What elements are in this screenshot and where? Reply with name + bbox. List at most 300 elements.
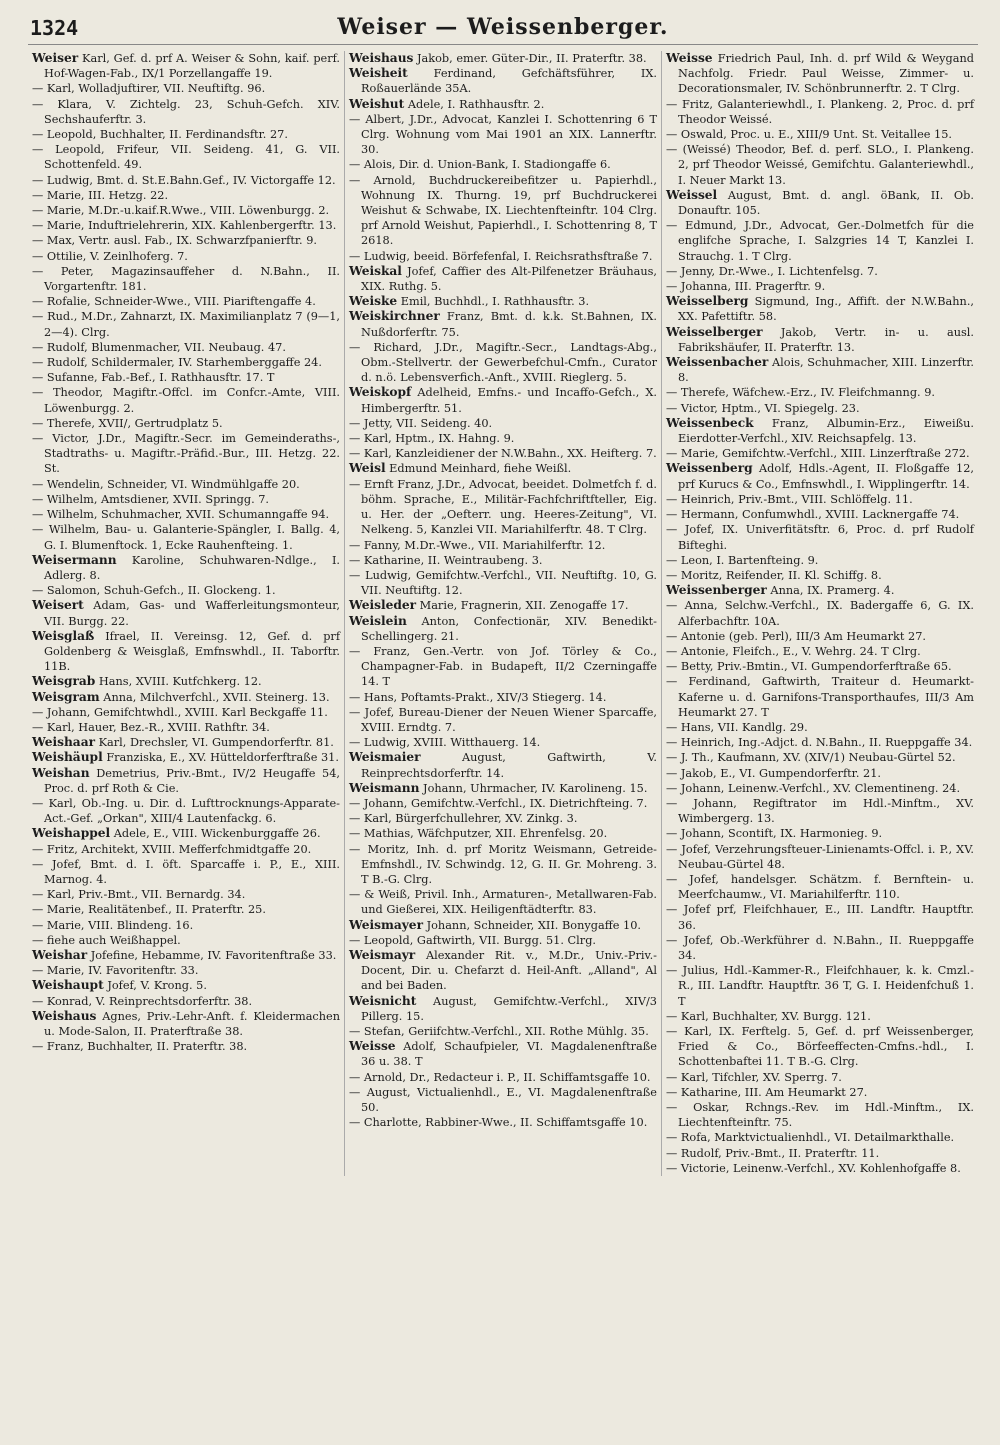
entry-text: Agnes, Priv.-Lehr-Anft. f. Kleidermachen u. Mode-Salon, II. Praterftraße 38. (44, 1009, 340, 1038)
directory-entry (32, 264, 340, 294)
entry-text: Adam, Gas- und Wafferleitungsmonteur, VII. Burgg. 22. (44, 599, 340, 628)
entry-text: — Jetty, VII. Seideng. 40. (349, 416, 493, 430)
directory-entry (349, 173, 657, 249)
entry-surname: Weismann (349, 780, 420, 795)
entry-surname: Weishaar (32, 735, 96, 750)
entry-surname: Weisglaß (32, 628, 95, 643)
directory-entry (666, 629, 974, 644)
entry-text: — Ludwig, Bmt. d. St.E.Bahn.Gef., IV. Victorgaffe 12. (32, 173, 336, 187)
entry-text: — Karl, Wolladjuftirer, VII. Neuftiftg. 96. (32, 82, 266, 96)
directory-entry (666, 1070, 974, 1085)
entry-text: Alois, Schuhmacher, XIII. Linzerftr. 8. (678, 356, 974, 385)
entry-text: — August, Victualienhdl., E., VI. Magdalenenftraße 50. (349, 1085, 657, 1115)
directory-entry (349, 1024, 657, 1039)
directory-entry (32, 948, 340, 963)
entry-text: — Jofef, IX. Univerfitätsftr. 6, Proc. d. prf Rudolf Bifteghi. (666, 523, 974, 552)
entry-text: — Salomon, Schuh-Gefch., II. Glockeng. 1. (32, 584, 276, 598)
directory-entry (32, 629, 340, 675)
directory-entry (666, 826, 974, 841)
directory-entry (666, 127, 974, 142)
directory-entry (32, 309, 340, 339)
entry-text: — Rudolf, Blumenmacher, VII. Neubaug. 47. (32, 340, 286, 354)
entry-text: — Leopold, Buchhalter, II. Ferdinandsftr. 27. (32, 128, 288, 142)
entry-surname: Weishappel (32, 826, 111, 841)
directory-entry (666, 1130, 974, 1145)
page-header (28, 14, 978, 45)
entry-text: Emil, Buchhdl., I. Rathhausftr. 3. (400, 295, 590, 309)
directory-entry (32, 918, 340, 933)
directory-entry (349, 598, 657, 613)
entry-text: Jakob, emer. Güter-Dir., II. Praterftr. 38. (417, 52, 647, 65)
entry-text: — Oskar, Rchngs.-Rev. im Hdl.-Minftm., IX. Liechtenfteinftr. 75. (666, 1101, 974, 1130)
entry-text: — Karl, Buchhalter, XV. Burgg. 121. (666, 1009, 871, 1023)
directory-entry (666, 781, 974, 796)
entry-text: Sigmund, Ing., Affift. der N.W.Bahn., XX. Pafettiftr. 58. (678, 295, 975, 324)
entry-surname: Weissenbeck (666, 415, 754, 430)
entry-text: — Heinrich, Priv.-Bmt., VIII. Schlöffelg. 11. (666, 492, 913, 506)
entry-text: — (Weissé) Theodor, Bef. d. perf. SLO., I. Plankeng. 2, prf Theodor Weissé, Gemifchtu. Galanteriewhdl., I. Neuer Markt 13. (666, 143, 974, 187)
entry-text: — Karl, Kanzleidiener der N.W.Bahn., XX. Heifterg. 7. (349, 447, 657, 461)
entry-surname: Weisleder (349, 598, 417, 613)
entry-text: — Therefe, Wäfchew.-Erz., IV. Fleifchmanng. 9. (666, 386, 936, 400)
entry-text: Adolf, Schaufpieler, VI. Magdalenenftraße 36 u. 38. T (361, 1040, 657, 1069)
entry-surname: Weisse (666, 51, 713, 65)
directory-entry (666, 461, 974, 491)
entry-text: — Konrad, V. Reinprechtsdorferftr. 38. (32, 994, 253, 1008)
entry-text: — Marie, Gemifchtw.-Verfchl., XIII. Linzerftraße 272. (666, 447, 970, 461)
directory-entry (349, 264, 657, 294)
directory-entry (32, 857, 340, 887)
entry-text: Franziska, E., XV. Hütteldorferftraße 31. (106, 751, 339, 765)
entry-text: — Heinrich, Ing.-Adjct. d. N.Bahn., II. Rueppgaffe 34. (666, 736, 973, 750)
directory-entry (32, 127, 340, 142)
entry-surname: Weishaupt (32, 978, 104, 993)
directory-entry (349, 309, 657, 339)
entry-text: Ferdinand, Gefchäftsführer, IX. Roßauerlände 35A. (361, 67, 657, 96)
entry-text: — Ernft Franz, J.Dr., Advocat, beeidet. Dolmetfch f. d. böhm. Sprache, E., Militär-Fachfchriftfteller, Eig. u. Her. der „Oefterr. ung. Heeres-Zeitung", VI. Nelkeng. 5, Kanzlei VII. Mariahilferftr. 48. T Clrg. (349, 477, 657, 537)
entry-text: — Fanny, M.Dr.-Wwe., VII. Mariahilferftr. 12. (349, 538, 606, 552)
directory-entry (32, 1039, 340, 1054)
entry-surname: Weiskirchner (349, 309, 440, 324)
entry-text: August, Bmt. d. angl. öBank, II. Ob. Donauftr. 105. (678, 188, 974, 218)
entry-text: — Fritz, Architekt, XVIII. Mefferfchmidtgaffe 20. (32, 842, 312, 856)
directory-entry (349, 461, 657, 476)
directory-entry (666, 97, 974, 127)
directory-entry (349, 340, 657, 386)
entry-text: — Wilhelm, Schuhmacher, XVII. Schumanngaffe 94. (32, 508, 330, 522)
entry-text: Marie, Fragnerin, XII. Zenogaffe 17. (419, 599, 629, 613)
directory-entry (666, 796, 974, 826)
entry-text: — Karl, IX. Ferftelg. 5, Gef. d. prf Weissenberger, Fried & Co., Börfeeffecten-Cmfns.-hdl., I. Schottenbaftei 11. T B.-G. Clrg. (666, 1025, 974, 1069)
directory-entry (666, 1009, 974, 1024)
directory-entry (349, 568, 657, 598)
directory-entry (666, 401, 974, 416)
directory-entry (349, 842, 657, 888)
entry-text: — Antonie (geb. Perl), III/3 Am Heumarkt 27. (666, 629, 926, 643)
entry-text: Anna, Milchverfchl., XVII. Steinerg. 13. (103, 690, 330, 704)
entry-surname: Weismayer (349, 917, 423, 932)
directory-entry (666, 568, 974, 583)
directory-entry (349, 294, 657, 309)
directory-entry (32, 218, 340, 233)
entry-text: — Marie, III. Hetzg. 22. (32, 188, 169, 202)
entry-text: — Franz, Buchhalter, II. Praterftr. 38. (32, 1040, 248, 1054)
entry-text: Jofef, V. Krong. 5. (107, 979, 207, 993)
entry-surname: Weisl (349, 461, 386, 476)
directory-entry (349, 933, 657, 948)
entry-text: — Moritz, Reifender, II. Kl. Schiffg. 8. (666, 568, 882, 582)
entry-text: Alexander Rit. v., M.Dr., Univ.-Priv.-Docent, Dir. u. Chefarzt d. Heil-Anft. „Alland", Al and bei Baden. (361, 948, 657, 993)
directory-entry (666, 188, 974, 218)
directory-entry (349, 705, 657, 735)
directory-entry (32, 507, 340, 522)
entry-text: Anton, Confectionär, XIV. Benedikt-Schellingerg. 21. (361, 614, 658, 643)
directory-entry (349, 385, 657, 415)
entry-text: — Therefe, XVII/, Gertrudplatz 5. (32, 416, 223, 430)
directory-entry (666, 355, 974, 385)
directory-entry (32, 978, 340, 993)
directory-entry (666, 51, 974, 97)
directory-entry (349, 735, 657, 750)
directory-entry (32, 142, 340, 172)
directory-entry (666, 933, 974, 963)
entry-text: — Jofef, Ob.-Werkführer d. N.Bahn., II. Rueppgaffe 34. (666, 933, 974, 962)
entry-surname: Weiske (349, 294, 398, 309)
directory-entry (666, 766, 974, 781)
directory-entry (32, 188, 340, 203)
directory-entry (32, 355, 340, 370)
entry-text: Jakob, Vertr. in- u. ausl. Fabrikshäufer, II. Praterftr. 13. (678, 325, 974, 354)
directory-entry (32, 553, 340, 583)
directory-entry (666, 1024, 974, 1070)
directory-entry (32, 826, 340, 841)
directory-entry (666, 644, 974, 659)
entry-surname: Weisse (349, 1039, 396, 1054)
directory-entry (32, 233, 340, 248)
entry-text: — Wilhelm, Bau- u. Galanterie-Spängler, I. Ballg. 4, G. I. Blumenftock. 1, Ecke Rauhenfteing. 1. (32, 523, 340, 552)
entry-surname: Weissel (666, 187, 718, 202)
columns (28, 51, 978, 1176)
entry-text: — Alois, Dir. d. Union-Bank, I. Stadiongaffe 6. (349, 158, 611, 172)
entry-surname: Weishan (32, 765, 90, 780)
entry-text: Adelheid, Emfns.- und Incaffo-Gefch., X. Himbergerftr. 51. (361, 386, 658, 415)
directory-entry (32, 522, 340, 552)
entry-text: — Ludwig, beeid. Börfefenfal, I. Reichsrathsftraße 7. (349, 249, 653, 263)
entry-surname: Weisheit (349, 66, 408, 81)
entry-text: — Max, Vertr. ausl. Fab., IX. Schwarzfpanierftr. 9. (32, 234, 317, 248)
directory-entry (666, 750, 974, 765)
entry-text: Edmund Meinhard, fiehe Weißl. (389, 462, 572, 476)
directory-entry (349, 97, 657, 112)
entry-surname: Weiskal (349, 263, 402, 278)
directory-entry (666, 218, 974, 264)
entry-text: — Richard, J.Dr., Magiftr.-Secr., Landtags-Abg., Obm.-Stellvertr. der Gewerbefchul-Cmfn., Curator d. n.ö. Lebensverfich.-Anft., XVIII. Rieglerg. 5. (349, 340, 657, 385)
directory-entry (349, 416, 657, 431)
directory-entry (32, 173, 340, 188)
entry-text: — Fritz, Galanteriewhdl., I. Plankeng. 2, Proc. d. prf Theodor Weissé. (666, 97, 974, 126)
entry-text: — Rofalie, Schneider-Wwe., VIII. Piariftengaffe 4. (32, 295, 316, 309)
entry-text: — Marie, M.Dr.-u.kaif.R.Wwe., VIII. Löwenburgg. 2. (32, 204, 330, 218)
directory-entry (32, 994, 340, 1009)
entry-text: — Theodor, Magiftr.-Offcl. im Confcr.-Amte, VIII. Löwenburgg. 2. (32, 386, 340, 415)
entry-text: — Hans, Poftamts-Prakt., XIV/3 Stiegerg. 14. (349, 690, 607, 704)
entry-surname: Weissenberg (666, 461, 753, 476)
directory-entry (349, 811, 657, 826)
directory-entry (666, 507, 974, 522)
page-number: 1324 (30, 16, 79, 40)
entry-text: — Wendelin, Schneider, VI. Windmühlgaffe 20. (32, 477, 300, 491)
directory-entry (666, 720, 974, 735)
entry-text: Hans, XVIII. Kutfchkerg. 12. (98, 675, 262, 689)
entry-surname: Weislein (349, 613, 407, 628)
directory-entry (32, 766, 340, 796)
entry-text: Johann, Schneider, XII. Bonygaffe 10. (426, 918, 641, 932)
entry-surname: Weisselberg (666, 294, 749, 309)
entry-text: — Albert, J.Dr., Advocat, Kanzlei I. Schottenring 6 T Clrg. Wohnung vom Mai 1901 an XIX. Lannerftr. 30. (349, 112, 657, 157)
entry-text: — Edmund, J.Dr., Advocat, Ger.-Dolmetfch für die englifche Sprache, I. Salzgries 14 T, Kanzlei I. Strauchg. 1. T Clrg. (666, 219, 974, 263)
directory-entry (32, 674, 340, 689)
directory-entry (32, 249, 340, 264)
entry-text: — Leon, I. Bartenfteing. 9. (666, 553, 819, 567)
entry-text: — Hermann, Confumwhdl., XVIII. Lacknergaffe 74. (666, 508, 960, 522)
entry-surname: Weisgram (32, 689, 100, 704)
column-right (661, 51, 978, 1176)
directory-entry (32, 598, 340, 628)
directory-entry (666, 1146, 974, 1161)
entry-text: — Marie, VIII. Blindeng. 16. (32, 918, 194, 932)
entry-text: — Leopold, Gaftwirth, VII. Burgg. 51. Clrg. (349, 933, 597, 947)
directory-entry (349, 538, 657, 553)
entry-text: — Johann, Leinenw.-Verfchl., XV. Clementineng. 24. (666, 781, 961, 795)
directory-entry (32, 583, 340, 598)
entry-text: Karl, Gef. d. prf A. Weiser & Sohn, kaif. perf. Hof-Wagen-Fab., IX/1 Porzellangaffe 19. (44, 52, 341, 81)
entry-text: Franz, Albumin-Erz., Eiweißu. Eierdotter-Verfchl., XIV. Reichsapfelg. 13. (678, 416, 974, 446)
entry-text: Ifrael, II. Vereinsg. 12, Gef. d. prf Goldenberg & Weisglaß, Emfnswhdl., II. Taborftr. 11B. (44, 629, 341, 674)
entry-text: — Johann, Scontift, IX. Harmonieg. 9. (666, 827, 883, 841)
directory-entry (32, 97, 340, 127)
entry-text: — Rudolf, Schildermaler, IV. Starhemberggaffe 24. (32, 356, 322, 370)
entry-text: — Stefan, Geriifchtw.-Verfchl., XII. Rothe Mühlg. 35. (349, 1025, 649, 1038)
entry-text: — Johann, Gemifchtwhdl., XVIII. Karl Beckgaffe 11. (32, 705, 328, 719)
entry-text: — Ludwig, Gemifchtw.-Verfchl., VII. Neuftiftg. 10, G. VII. Neuftiftg. 12. (349, 568, 657, 598)
entry-text: — Katharine, II. Weintraubeng. 3. (349, 553, 543, 567)
directory-entry (666, 522, 974, 552)
entry-text: Anna, IX. Pramerg. 4. (770, 584, 895, 598)
directory-entry (32, 477, 340, 492)
directory-entry (666, 325, 974, 355)
entry-surname: Weismaier (349, 750, 421, 765)
directory-entry (349, 112, 657, 158)
entry-text: — Ottilie, V. Zeinlhoferg. 7. (32, 249, 188, 263)
directory-entry (666, 872, 974, 902)
directory-entry (666, 1085, 974, 1100)
entry-text: Adele, I. Rathhausftr. 2. (407, 97, 545, 111)
directory-entry (349, 1039, 657, 1069)
directory-entry (32, 431, 340, 477)
entry-text: — Karl, Priv.-Bmt., VII. Bernardg. 34. (32, 888, 246, 902)
entry-text: — Arnold, Dr., Redacteur i. P., II. Schiffamtsgaffe 10. (349, 1070, 651, 1084)
directory-entry (349, 553, 657, 568)
column-middle (344, 51, 661, 1176)
directory-entry (349, 157, 657, 172)
entry-surname: Weissenbacher (666, 355, 769, 370)
entry-text: — Peter, Magazinsauffeher d. N.Bahn., II. Vorgartenftr. 181. (32, 264, 340, 294)
entry-text: — Rudolf, Priv.-Bmt., II. Praterftr. 11. (666, 1146, 880, 1160)
entry-surname: Weisert (32, 598, 84, 613)
directory-entry (349, 1070, 657, 1085)
directory-entry (349, 796, 657, 811)
directory-entry (32, 796, 340, 826)
directory-entry (349, 690, 657, 705)
entry-surname: Weismayr (349, 947, 416, 962)
entry-text: — Marie, IV. Favoritenftr. 33. (32, 964, 199, 978)
directory-entry (32, 933, 340, 948)
directory-entry (32, 720, 340, 735)
entry-surname: Weishut (349, 96, 405, 111)
directory-entry (666, 735, 974, 750)
directory-entry (349, 431, 657, 446)
entry-text: — Karl, Tifchler, XV. Sperrg. 7. (666, 1070, 842, 1084)
entry-text: — Anna, Selchw.-Verfchl., IX. Badergaffe 6, G. IX. Alferbachftr. 10A. (666, 599, 974, 628)
directory-entry (349, 1115, 657, 1130)
directory-entry (349, 477, 657, 538)
directory-entry (666, 264, 974, 279)
entry-text: — Mathias, Wäfchputzer, XII. Ehrenfelsg. 20. (349, 827, 608, 841)
entry-text: — Klara, V. Zichtelg. 23, Schuh-Gefch. XIV. Sechshauferftr. 3. (32, 97, 340, 126)
directory-entry (666, 416, 974, 446)
directory-entry (349, 446, 657, 461)
directory-entry (349, 644, 657, 690)
entry-text: — Betty, Priv.-Bmtin., VI. Gumpendorferftraße 65. (666, 660, 952, 674)
directory-entry (32, 203, 340, 218)
entry-text: Franz, Bmt. d. k.k. St.Bahnen, IX. Nußdorferftr. 75. (361, 310, 657, 339)
directory-entry (666, 659, 974, 674)
directory-entry (349, 1085, 657, 1115)
entry-text: — Jofef, Bmt. d. I. öft. Sparcaffe i. P., E., XIII. Marnog. 4. (32, 857, 340, 886)
directory-entry (32, 81, 340, 96)
directory-entry (32, 887, 340, 902)
directory-entry (32, 750, 340, 765)
entry-text: — Jofef, Bureau-Diener der Neuen Wiener Sparcaffe, XVIII. Erndtg. 7. (349, 705, 657, 734)
entry-text: — Jofef, handelsger. Schätzm. f. Bernftein- u. Meerfchaumw., VI. Mariahilferftr. 110. (666, 872, 974, 902)
directory-entry (666, 294, 974, 324)
directory-entry (32, 492, 340, 507)
directory-entry (32, 963, 340, 978)
directory-entry (349, 994, 657, 1024)
entry-text: August, Gaftwirth, V. Reinprechtsdorferftr. 14. (361, 751, 657, 780)
entry-text: — Oswald, Proc. u. E., XIII/9 Unt. St. Veitallee 15. (666, 128, 953, 142)
entry-text: Demetrius, Priv.-Bmt., IV/2 Heugaffe 54, Proc. d. prf Roth & Cie. (44, 766, 341, 795)
entry-text: Karoline, Schuhwaren-Ndlge., I. Adlerg. 8. (44, 553, 340, 582)
entry-text: — Karl, Bürgerfchullehrer, XV. Zinkg. 3. (349, 812, 578, 826)
directory-entry (666, 142, 974, 188)
directory-entry (349, 66, 657, 96)
entry-surname: Weisselberger (666, 324, 763, 339)
entry-text: Adolf, Hdls.-Agent, II. Floßgaffe 12, prf Kurucs & Co., Emfnswhdl., I. Wipplingerftr. 14. (678, 462, 974, 491)
entry-surname: Weishäupl (32, 750, 103, 765)
directory-entry (32, 370, 340, 385)
page-title: Weiser — Weissenberger. (337, 14, 669, 40)
entry-text: — & Weiß, Privil. Inh., Armaturen-, Metallwaren-Fab. und Gießerei, XIX. Heiligenftädterftr. 83. (349, 888, 657, 917)
entry-text: — Charlotte, Rabbiner-Wwe., II. Schiffamtsgaffe 10. (349, 1116, 648, 1130)
column-left (28, 51, 344, 1176)
entry-text: — Karl, Hptm., IX. Hahng. 9. (349, 432, 515, 446)
entry-text: — Arnold, Buchdruckereibefitzer u. Papierhdl., Wohnung IX. Thurng. 19, prf Buchdruckerei Weishut & Schwabe, IX. Liechtenfteinftr. 104 Clrg. prf Arnold Weishut, Papierhdl., I. Schottenring 8, T 2618. (349, 173, 657, 248)
directory-entry (32, 340, 340, 355)
directory-entry (32, 51, 340, 81)
entry-text: Johann, Uhrmacher, IV. Karolineng. 15. (423, 781, 648, 795)
entry-text: — Julius, Hdl.-Kammer-R., Fleifchhauer, k. k. Cmzl.-R., III. Landftr. Hauptftr. 36 T, G. I. Heidenfchuß 1. T (666, 964, 974, 1008)
directory-entry (32, 416, 340, 431)
directory-entry (666, 385, 974, 400)
entry-text: — Hans, VII. Kandlg. 29. (666, 720, 808, 734)
entry-text: — Franz, Gen.-Vertr. von Jof. Törley & Co., Champagner-Fab. in Budapeft, II/2 Czerningaffe 14. T (349, 644, 657, 689)
directory-entry (32, 842, 340, 857)
entry-text: — Antonie, Fleifch., E., V. Wehrg. 24. T Clrg. (666, 644, 921, 658)
entry-surname: Weishaus (32, 1008, 97, 1023)
entry-surname: Weisnicht (349, 993, 417, 1008)
entry-text: — Victorie, Leinenw.-Verfchl., XV. Kohlenhofgaffe 8. (666, 1161, 961, 1175)
directory-entry (349, 887, 657, 917)
entry-text: — Sufanne, Fab.-Bef., I. Rathhausftr. 17. T (32, 371, 275, 385)
directory-entry (32, 1009, 340, 1039)
entry-surname: Weissenberger (666, 583, 767, 598)
entry-text: — Katharine, III. Am Heumarkt 27. (666, 1085, 868, 1099)
entry-text: Jofef, Caffier des Alt-Pilfenetzer Bräuhaus, XIX. Ruthg. 5. (361, 264, 658, 294)
entry-text: — Moritz, Inh. d. prf Moritz Weismann, Getreide-Emfnshdl., IV. Schwindg. 12, G. II. Gr. Mohreng. 3. T B.-G. Clrg. (349, 842, 657, 886)
directory-entry (349, 750, 657, 780)
directory-entry (666, 674, 974, 720)
entry-text: — Marie, Induftrielehrerin, XIX. Kahlenbergerftr. 13. (32, 219, 337, 233)
entry-surname: Weiskopf (349, 385, 412, 400)
directory-entry (32, 902, 340, 917)
directory-entry (349, 51, 657, 66)
directory-entry (32, 735, 340, 750)
entry-surname: Weisermann (32, 552, 117, 567)
directory-entry (666, 553, 974, 568)
entry-surname: Weiser (32, 51, 79, 65)
entry-text: — Victor, J.Dr., Magiftr.-Secr. im Gemeinderaths-, Stadtraths- u. Magiftr.-Präfid.-Bur., III. Hetzg. 22. St. (32, 432, 340, 476)
directory-entry (349, 249, 657, 264)
directory-entry (349, 948, 657, 994)
entry-text: — Johann, Gemifchtw.-Verfchl., IX. Dietrichfteing. 7. (349, 796, 648, 810)
directory-entry (32, 690, 340, 705)
entry-text: — Jofef prf, Fleifchhauer, E., III. Landftr. Hauptftr. 36. (666, 903, 974, 932)
entry-text: — Ferdinand, Gaftwirth, Traiteur d. Heumarkt-Kaferne u. d. Garnifons-Transporthaufes, III/3 Am Heumarkt 27. T (666, 675, 974, 719)
directory-entry (666, 583, 974, 598)
entry-text: — Rud., M.Dr., Zahnarzt, IX. Maximilianplatz 7 (9—1, 2—4). Clrg. (32, 310, 340, 339)
entry-text: — Leopold, Frifeur, VII. Seideng. 41, G. VII. Schottenfeld. 49. (32, 143, 340, 172)
directory-entry (666, 446, 974, 461)
entry-text: Karl, Drechsler, VI. Gumpendorferftr. 81. (98, 736, 334, 750)
entry-text: — fiehe auch Weißhappel. (32, 933, 181, 947)
directory-entry (349, 918, 657, 933)
entry-text: — Jenny, Dr.-Wwe., I. Lichtenfelsg. 7. (666, 264, 878, 278)
entry-text: — Jofef, Verzehrungsfteuer-Linienamts-Offcl. i. P., XV. Neubau-Gürtel 48. (666, 842, 974, 871)
entry-text: — Karl, Ob.-Ing. u. Dir. d. Lufttrocknungs-Apparate-Act.-Gef. „Orkan", XIII/4 Lautenfackg. 6. (32, 796, 340, 826)
directory-entry (349, 826, 657, 841)
entry-surname: Weishaus (349, 51, 414, 65)
entry-text: — Johann, Regiftrator im Hdl.-Minftm., XV. Wimbergerg. 13. (666, 796, 974, 826)
entry-text: — J. Th., Kaufmann, XV. (XIV/1) Neubau-Gürtel 52. (666, 751, 956, 765)
entry-text: Friedrich Paul, Inh. d. prf Wild & Weygand Nachfolg. Friedr. Paul Weisse, Zimmer- u. Decorationsmaler, IV. Schönbrunnerftr. 2. T Clrg. (678, 52, 974, 96)
directory-entry (666, 492, 974, 507)
directory-entry (349, 614, 657, 644)
entry-text: Adele, E., VIII. Wickenburggaffe 26. (113, 827, 321, 841)
directory-entry (666, 1100, 974, 1130)
directory-entry (666, 963, 974, 1009)
directory-entry (666, 842, 974, 872)
